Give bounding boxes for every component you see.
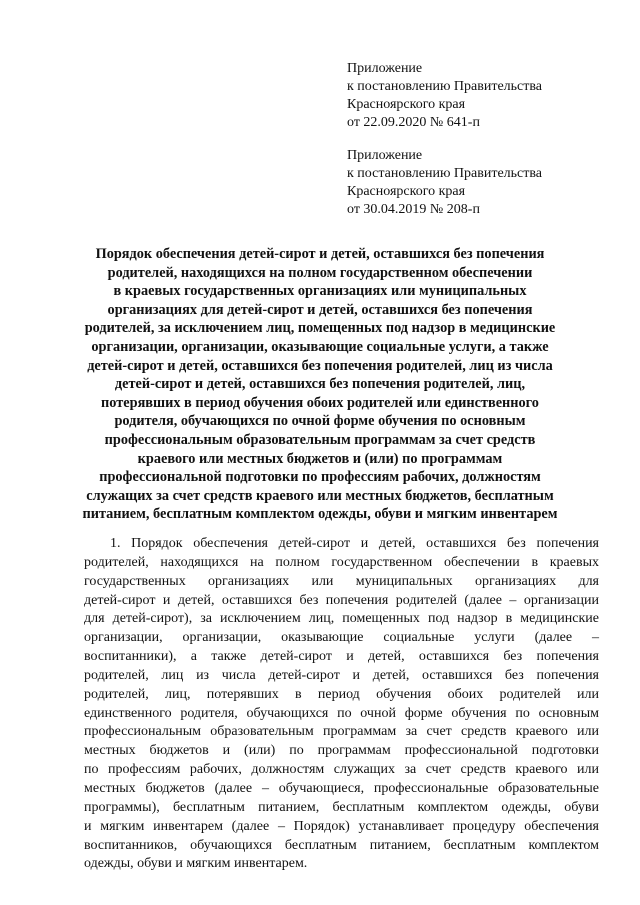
paragraph-line: единственного родителя, обучающихся по очной форме обучения по основным <box>84 705 599 721</box>
paragraph-line: местных бюджетов (далее – обучающиеся, профессиональные образовательные <box>84 780 599 796</box>
appendix-date-number: от 22.09.2020 № 641-п <box>347 115 480 130</box>
title-line: питанием, бесплатным комплектом одежды, обуви и мягким инвентарем <box>82 506 558 523</box>
title-line: организации, организации, оказывающие социальные услуги, а также <box>91 338 549 355</box>
title-line: в краевых государственных организациях или муниципальных <box>113 283 527 300</box>
appendix-label: Приложение <box>347 148 423 163</box>
title-line: родителя, обучающихся по очной форме обучения по основным <box>114 413 526 430</box>
appendix-reference: к постановлению Правительства <box>347 166 543 181</box>
appendix-region: Красноярского края <box>347 97 466 112</box>
paragraph-line: воспитанники), а также детей-сирот и детей, оставшихся без попечения <box>84 649 599 665</box>
paragraph-line: детей-сирот и детей, оставшихся без попечения родителей (далее – организации <box>84 592 599 608</box>
title-line: служащих за счет средств краевого или местных бюджетов, бесплатным <box>86 487 554 504</box>
appendix-date-number: от 30.04.2019 № 208-п <box>347 202 480 217</box>
paragraph-line: воспитанников, обучающихся бесплатным питанием, бесплатным комплектом <box>84 837 599 853</box>
paragraph-line: родителей, лиц из числа детей-сирот и детей, оставшихся без попечения <box>84 667 599 683</box>
paragraph-line: для детей-сирот), за исключением лиц, помещенных под надзор в медицинские <box>84 611 599 627</box>
appendix-region: Красноярского края <box>347 184 466 199</box>
appendix-block-2019 <box>347 147 607 219</box>
paragraph-line: местных бюджетов и (или) по программам профессиональной подготовки <box>84 743 599 759</box>
title-line: родителей, находящихся на полном государственном обеспечении <box>107 264 533 281</box>
paragraph-1 <box>84 535 599 874</box>
paragraph-line: и мягким инвентарем (далее – Порядок) устанавливает процедуру обеспечения <box>84 818 599 834</box>
paragraph-line: 1. Порядок обеспечения детей-сирот и детей, оставшихся без попечения <box>110 536 599 551</box>
paragraph-line: родителей, лиц, потерявших в период обучения обоих родителей или <box>84 686 599 702</box>
title-line: родителей, за исключением лиц, помещенных под надзор в медицинские <box>84 320 556 337</box>
paragraph-line: одежды, обуви и мягким инвентарем. <box>84 856 308 872</box>
paragraph-line: организации, организации, оказывающие социальные услуги (далее – <box>84 630 599 646</box>
title-line: организациях для детей-сирот и детей, оставшихся без попечения <box>107 301 533 318</box>
title-line: профессиональным образовательным программам за счет средств <box>104 431 536 448</box>
paragraph-line: родителей, находящихся на полном государственном обеспечении в краевых <box>84 554 599 570</box>
paragraph-line: государственных организациях или муниципальных организациях для <box>84 573 599 589</box>
title-line: Порядок обеспечения детей-сирот и детей, оставшихся без попечения <box>95 246 545 262</box>
title-line: детей-сирот и детей, оставшихся без попечения родителей, лиц, <box>114 376 526 393</box>
document-title <box>70 245 570 524</box>
title-line: детей-сирот и детей, оставшихся без попечения родителей, лиц из числа <box>87 357 553 374</box>
paragraph-line: по профессиям рабочих, должностям служащих за счет средств краевого или <box>84 762 599 778</box>
title-line: краевого или местных бюджетов и (или) по программам <box>137 450 503 467</box>
paragraph-line: профессиональным образовательным программам за счет средств краевого или <box>84 724 599 740</box>
title-line: профессиональной подготовки по профессиям рабочих, должностям <box>99 469 541 486</box>
appendix-reference: к постановлению Правительства <box>347 79 543 94</box>
appendix-block-2020 <box>347 60 607 132</box>
title-line: потерявших в период обучения обоих родителей или единственного <box>101 394 539 411</box>
appendix-label: Приложение <box>347 61 423 76</box>
paragraph-line: программы), бесплатным питанием, бесплатным комплектом одежды, обуви <box>84 799 599 815</box>
